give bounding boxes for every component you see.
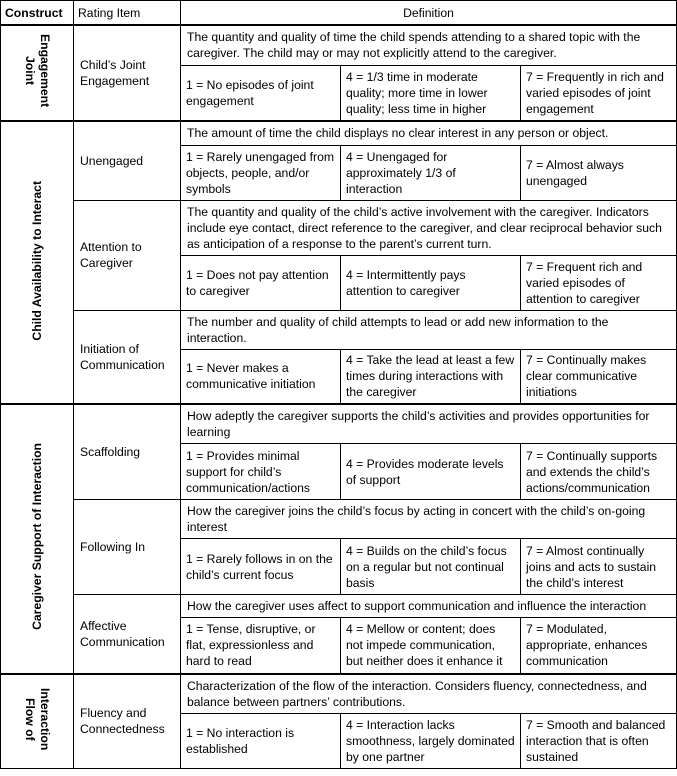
construct-label-joint-engagement: Joint Engagement [1,25,74,121]
score-1-anchor: 1 = No interaction is established [181,713,341,768]
table-row [1,121,677,145]
score-1-anchor: 1 = Does not pay attention to caregiver [181,255,341,310]
rating-item-unengaged: Unengaged [74,121,181,200]
item-definition: The number and quality of child attempts to lead or add new information to the interaction. [181,310,677,349]
score-4-anchor: 4 = Interaction lacks smoothness, largely dominated by one partner [341,713,521,768]
score-4-anchor: 4 = Provides moderate levels of support [341,444,521,500]
table-row [1,500,677,539]
score-4-anchor: 4 = Intermittently pays attention to caregiver [341,255,521,310]
score-1-anchor: 1 = Rarely follows in on the child’s current focus [181,539,341,595]
score-4-anchor: 4 = Mellow or content; does not impede communication, but neither does it enhance it [341,618,521,674]
header-row [1,1,677,26]
definition-header: Definition [181,1,677,26]
item-definition: How the caregiver uses affect to support communication and influence the interaction [181,595,677,618]
score-1-anchor: 1 = Provides minimal support for child’s communication/actions [181,444,341,500]
score-7-anchor: 7 = Continually supports and extends the child’s actions/communication [521,444,677,500]
rating-item-childs-joint-engagement: Child’s Joint Engagement [74,25,181,121]
score-1-anchor: 1 = Rarely unengaged from objects, people, and/or symbols [181,145,341,200]
score-1-anchor: 1 = Never makes a communicative initiation [181,349,341,404]
table-row [1,674,677,714]
score-1-anchor: 1 = No episodes of joint engagement [181,65,341,121]
construct-label-child-availability: Child Availability to Interact [1,121,74,404]
construct-label-flow-of-interaction: Flow of Interaction [1,674,74,769]
rating-item-initiation-of-communication: Initiation of Communication [74,310,181,404]
score-7-anchor: 7 = Almost always unengaged [521,145,677,200]
score-7-anchor: 7 = Modulated, appropriate, enhances communication [521,618,677,674]
rating-item-affective-communication: Affective Communication [74,595,181,674]
score-4-anchor: 4 = Unengaged for approximately 1/3 of interaction [341,145,521,200]
table-row [1,200,677,255]
score-1-anchor: 1 = Tense, disruptive, or flat, expressionless and hard to read [181,618,341,674]
rating-item-fluency-and-connectedness: Fluency and Connectedness [74,674,181,769]
construct-header: Construct [1,1,74,26]
item-definition: The amount of time the child displays no clear interest in any person or object. [181,121,677,145]
score-7-anchor: 7 = Smooth and balanced interaction that is often sustained [521,713,677,768]
score-7-anchor: 7 = Almost continually joins and acts to sustain the child’s interest [521,539,677,595]
score-7-anchor: 7 = Frequently in rich and varied episodes of joint engagement [521,65,677,121]
table-row [1,404,677,444]
rating-item-header: Rating Item [74,1,181,26]
rating-item-scaffolding: Scaffolding [74,404,181,500]
item-definition: How the caregiver joins the child’s focus by acting in concert with the child’s on-going interest [181,500,677,539]
score-7-anchor: 7 = Continually makes clear communicative initiations [521,349,677,404]
score-4-anchor: 4 = Take the lead at least a few times during interactions with the caregiver [341,349,521,404]
item-definition: Characterization of the flow of the interaction. Considers fluency, connectedness, and balance between partners’ contributions. [181,674,677,714]
rating-item-following-in: Following In [74,500,181,595]
rating-item-attention-to-caregiver: Attention to Caregiver [74,200,181,310]
item-definition: The quantity and quality of the child’s active involvement with the caregiver. Indicators include eye contact, direct reference to the caregiver, and clear reciprocal behavior such as anticipation of a response to the parent’s current turn. [181,200,677,255]
table-row [1,595,677,618]
score-4-anchor: 4 = 1/3 time in moderate quality; more time in lower quality; less time in higher [341,65,521,121]
score-4-anchor: 4 = Builds on the child’s focus on a regular but not continual basis [341,539,521,595]
table-row [1,25,677,65]
score-7-anchor: 7 = Frequent rich and varied episodes of attention to caregiver [521,255,677,310]
item-definition: How adeptly the caregiver supports the child’s activities and provides opportunities for learning [181,404,677,444]
item-definition: The quantity and quality of time the child spends attending to a shared topic with the caregiver. The child may or may not explicitly attend to the caregiver. [181,25,677,65]
construct-label-caregiver-support: Caregiver Support of Interaction [1,404,74,674]
table-row [1,310,677,349]
